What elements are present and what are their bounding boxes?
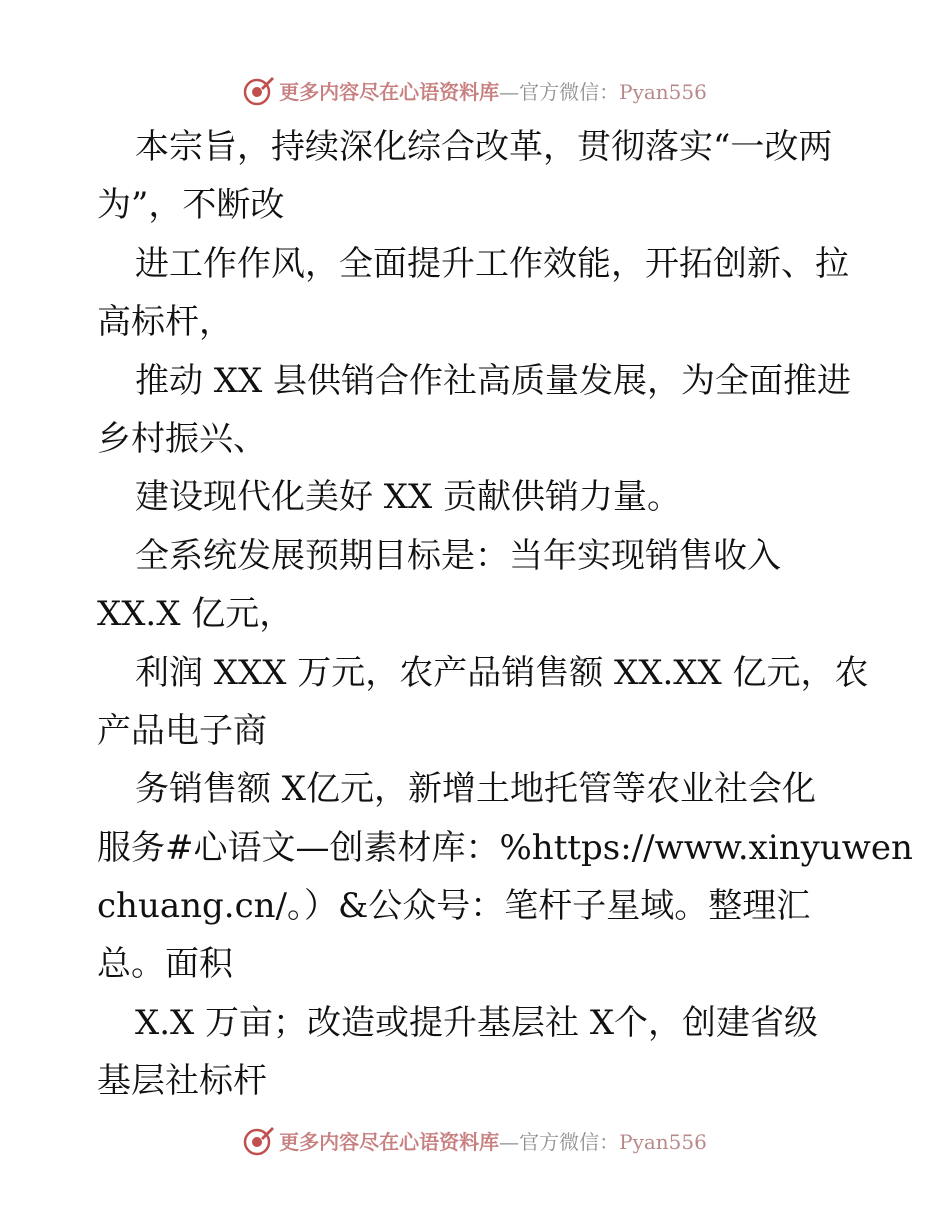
text-line: 推动 XX 县供销合作社高质量发展，为全面推进 <box>135 360 852 401</box>
body-text <box>97 118 913 1111</box>
pen-logo-icon <box>243 74 275 106</box>
text-line: 服务#心语文—创素材库：%https://www.xinyuwen <box>97 827 913 868</box>
banner-wechat-label: —官方微信： <box>499 79 620 104</box>
text-line: X.X 万亩；改造或提升基层社 X个，创建省级 <box>135 1002 819 1043</box>
text-line: 总。面积 <box>97 944 233 985</box>
text-line: XX.X 亿元， <box>97 594 294 635</box>
header-banner <box>0 70 950 110</box>
banner-wechat-label: —官方微信： <box>499 1129 620 1154</box>
banner-text <box>279 76 707 105</box>
text-line: 利润 XXX 万元，农产品销售额 XX.XX 亿元，农 <box>135 652 869 693</box>
pen-logo-icon <box>243 1124 275 1156</box>
text-line: chuang.cn/。）&公众号：笔杆子星域。整理汇 <box>97 886 811 927</box>
text-line: 务销售额 X亿元，新增土地托管等农业社会化 <box>135 769 817 810</box>
banner-title: 更多内容尽在心语资料库 <box>279 79 500 104</box>
text-line: 乡村振兴、 <box>97 418 267 459</box>
banner-title: 更多内容尽在心语资料库 <box>279 1129 500 1154</box>
text-line: 为”，不断改 <box>97 185 285 226</box>
text-line: 高标杆， <box>97 302 233 343</box>
text-line: 建设现代化美好 XX 贡献供销力量。 <box>135 477 682 518</box>
text-line: 全系统发展预期目标是：当年实现销售收入 <box>135 535 781 576</box>
banner-wechat-id: Pyan556 <box>619 1129 707 1154</box>
text-line: 本宗旨，持续深化综合改革，贯彻落实“一改两 <box>135 127 833 167</box>
footer-banner <box>0 1120 950 1160</box>
banner-text <box>279 1126 707 1155</box>
text-line: 产品电子商 <box>97 710 267 751</box>
banner-wechat-id: Pyan556 <box>619 79 707 104</box>
text-line: 基层社标杆 <box>97 1061 267 1102</box>
text-line: 进工作作风，全面提升工作效能，开拓创新、拉 <box>135 243 849 284</box>
